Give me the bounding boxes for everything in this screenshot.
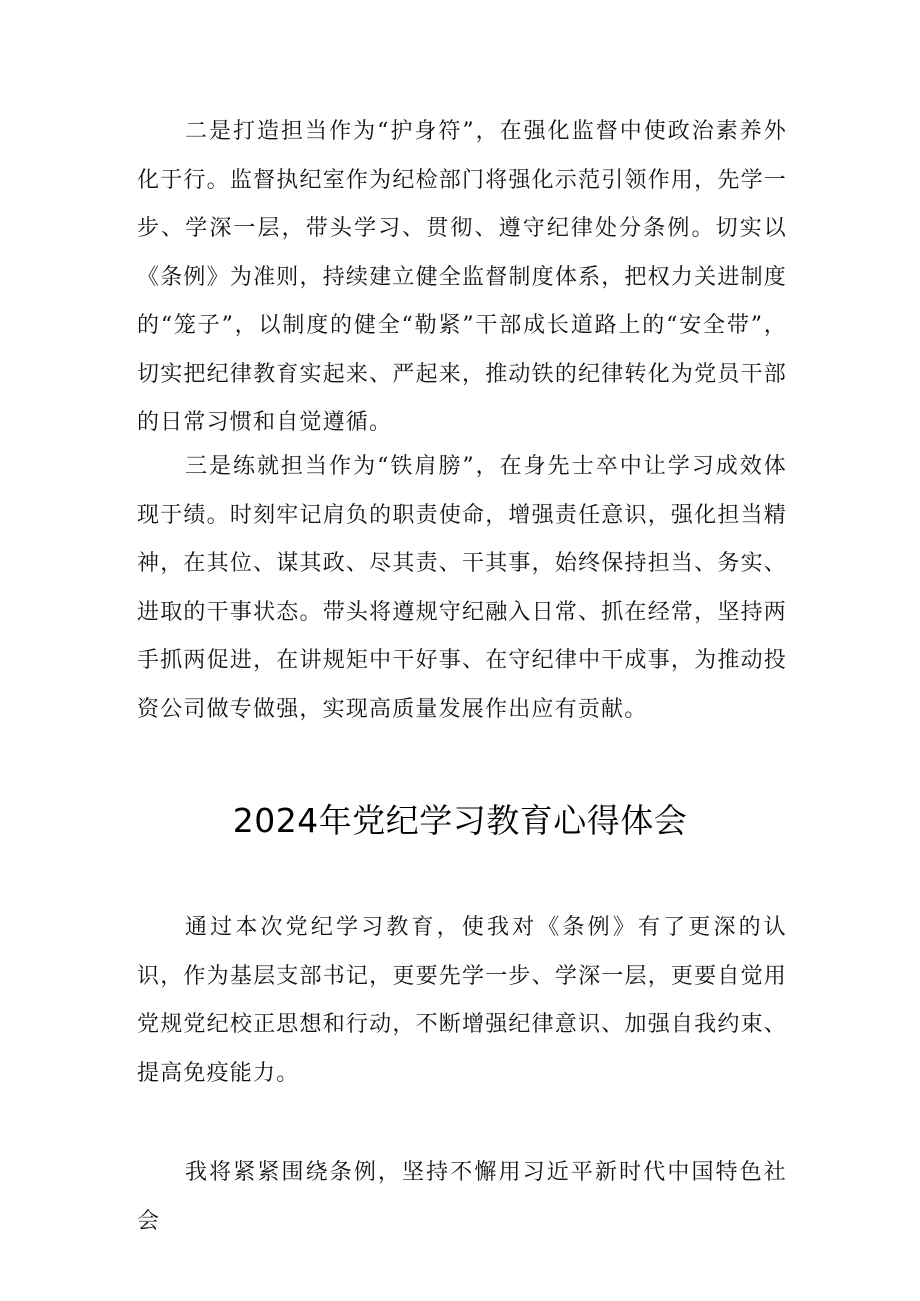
paragraph-learning-reflection: 通过本次党纪学习教育，使我对《条例》有了更深的认识，作为基层支部书记，更要先学一步、学深一层，更要自觉用党规党纪校正思想和行动，不断增强纪律意识、加强自我约束、提高免疫能力。 bbox=[137, 915, 787, 1086]
paragraph-iron-shoulders: 三是练就担当作为“铁肩膀”，在身先士卒中让学习成效体现于绩。时刻牢记肩负的职责使命，增强责任意识，强化担当精神，在其位、谋其政、尽其责、干其事，始终保持担当、务实、进取的干事状态。带头将遵规守纪融入日常、抓在经常，坚持两手抓两促进，在讲规矩中干好事、在守纪律中干成事，为推动投资公司做专做强，实现高质量发展作出应有贡献。 bbox=[137, 454, 787, 722]
section-title: 2024年党纪学习教育心得体会 bbox=[232, 801, 688, 840]
paragraph-commitment: 我将紧紧围绕条例，坚持不懈用习近平新时代中国特色社会 bbox=[137, 1160, 787, 1234]
paragraph-duty-amulet: 二是打造担当作为“护身符”，在强化监督中使政治素养外化于行。监督执纪室作为纪检部门将强化示范引领作用，先学一步、学深一层，带头学习、贯彻、遵守纪律处分条例。切实以《条例》为准则，持续建立健全监督制度体系，把权力关进制度的“笼子”，以制度的健全“勒紧”干部成长道路上的“安全带”，切实把纪律教育实起来、严起来，推动铁的纪律转化为党员干部的日常习惯和自觉遵循。 bbox=[137, 119, 787, 435]
